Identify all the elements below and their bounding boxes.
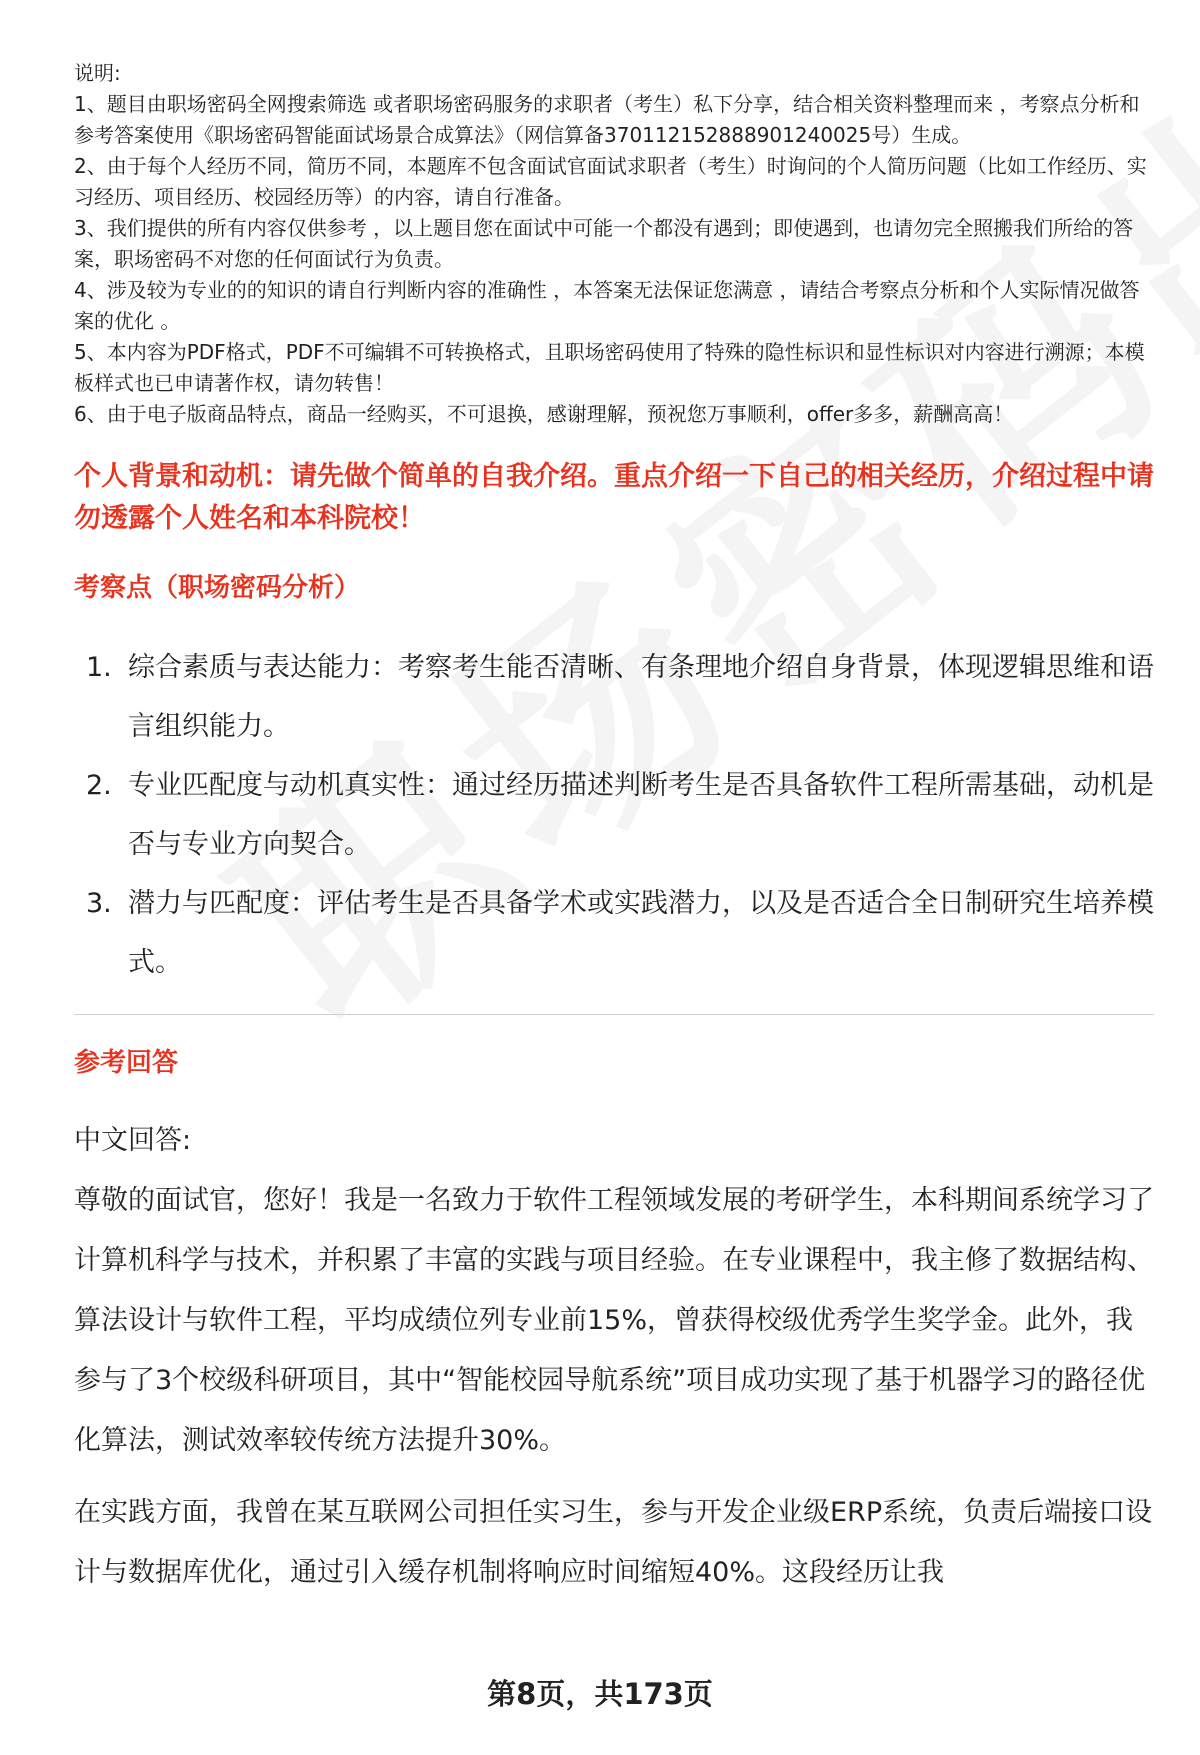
notes-section	[74, 58, 1154, 430]
answer-paragraph: 尊敬的面试官，您好！我是一名致力于软件工程领域发展的考研学生，本科期间系统学习了计算机科学与技术，并积累了丰富的实践与项目经验。在专业课程中，我主修了数据结构、算法设计与软件工程，平均成绩位列专业前15%，曾获得校级优秀学生奖学金。此外，我参与了3个校级科研项目，其中“智能校园导航系统”项目成功实现了基于机器学习的路径优化算法，测试效率较传统方法提升30%。	[74, 1185, 1154, 1456]
page-number: 第8页，共173页	[487, 1677, 713, 1711]
list-number: 3.	[86, 888, 112, 919]
list-text: 综合素质与表达能力：考察考生能否清晰、有条理地介绍自身背景，体现逻辑思维和语言组织能力。	[128, 652, 1154, 742]
note-item: 4、涉及较为专业的的知识的请自行判断内容的准确性 ，本答案无法保证您满意 ，请结合考察点分析和个人实际情况做答案的优化 。	[74, 278, 1140, 333]
list-item	[74, 756, 1154, 874]
list-item	[74, 874, 1154, 992]
answer-label: 中文回答:	[74, 1125, 192, 1156]
question-title: 个人背景和动机：请先做个简单的自我介绍。重点介绍一下自己的相关经历，介绍过程中请勿透露个人姓名和本科院校！	[74, 461, 1154, 534]
note-item: 3、我们提供的所有内容仅供参考 ，以上题目您在面试中可能一个都没有遇到；即使遇到，也请勿完全照搬我们所给的答案，职场密码不对您的任何面试行为负责。	[74, 216, 1134, 271]
analysis-points	[74, 638, 1154, 992]
list-number: 2.	[86, 770, 112, 801]
list-number: 1.	[86, 652, 112, 683]
answer-body	[74, 1111, 1154, 1603]
analysis-heading: 考察点（职场密码分析）	[74, 573, 361, 603]
note-item: 2、由于每个人经历不同，简历不同，本题库不包含面试官面试求职者（考生）时询问的个人简历问题（比如工作经历、实习经历、项目经历、校园经历等）的内容，请自行准备。	[74, 154, 1147, 209]
list-item	[74, 638, 1154, 756]
list-text: 潜力与匹配度：评估考生是否具备学术或实践潜力，以及是否适合全日制研究生培养模式。	[128, 888, 1154, 978]
note-item: 5、本内容为PDF格式，PDF不可编辑不可转换格式，且职场密码使用了特殊的隐性标识和显性标识对内容进行溯源；本模板样式也已申请著作权，请勿转售！	[74, 340, 1145, 395]
note-item: 6、由于电子版商品特点，商品一经购买，不可退换，感谢理解，预祝您万事顺利，offer多多，薪酬高高！	[74, 402, 1014, 426]
section-divider	[74, 1014, 1154, 1015]
page-content	[74, 58, 1154, 1603]
answer-heading: 参考回答	[74, 1048, 179, 1078]
list-text: 专业匹配度与动机真实性：通过经历描述判断考生是否具备软件工程所需基础，动机是否与专业方向契合。	[128, 770, 1154, 860]
note-item: 1、题目由职场密码全网搜索筛选 或者职场密码服务的求职者（考生）私下分享，结合相关资料整理而来 ，考察点分析和参考答案使用《职场密码智能面试场景合成算法》（网信算备370112152888901240025号）生成。	[74, 92, 1140, 147]
answer-paragraph: 在实践方面，我曾在某互联网公司担任实习生，参与开发企业级ERP系统，负责后端接口设计与数据库优化，通过引入缓存机制将响应时间缩短40%。这段经历让我	[74, 1497, 1153, 1588]
notes-heading: 说明:	[74, 61, 121, 85]
